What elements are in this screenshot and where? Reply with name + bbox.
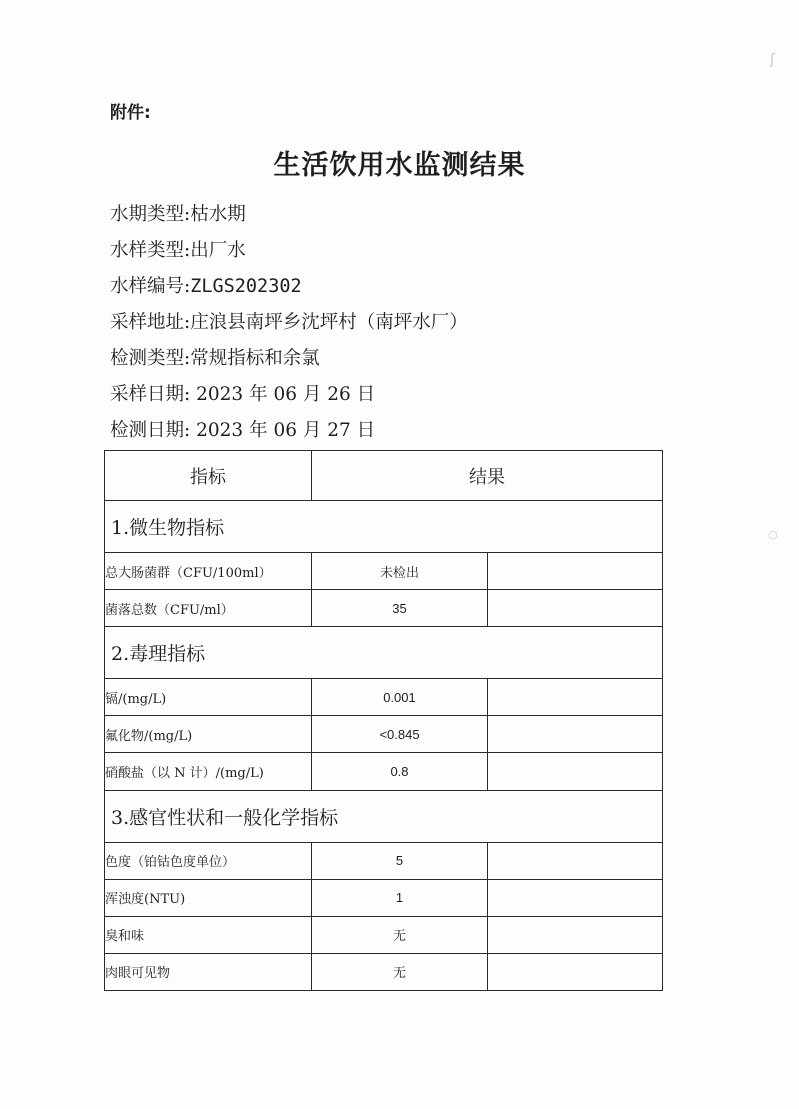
result-cell: 0.8 [312,753,488,790]
table-row [105,679,663,716]
section-row [105,790,663,842]
empty-cell [488,679,663,716]
result-cell: 0.001 [312,679,488,716]
section-title-toxicology: 2.毒理指标 [105,627,663,679]
sampling-address-line [110,305,468,341]
section-row [105,501,663,553]
result-cell: 1 [312,879,488,916]
test-type-line [110,341,468,377]
sample-type-value: 出厂水 [190,240,246,261]
table-row [105,879,663,916]
result-cell: 未检出 [312,553,488,590]
water-period-line [110,197,468,233]
page-title: 生活饮用水监测结果 [273,150,526,181]
empty-cell [488,590,663,627]
sample-info [110,197,468,449]
empty-cell [488,553,663,590]
section-title-microbiology: 1.微生物指标 [105,501,663,553]
table-row [105,916,663,953]
test-date-line [110,413,468,449]
table-row [105,716,663,753]
empty-cell [488,879,663,916]
table-row [105,590,663,627]
result-cell: 无 [312,916,488,953]
section-row [105,627,663,679]
sampling-address-value: 庄浪县南坪乡沈坪村（南坪水厂） [190,312,468,333]
test-type-label: 检测类型: [110,348,191,369]
scan-mark: ʃ [770,52,775,68]
indicator-cell: 总大肠菌群（CFU/100ml） [105,553,312,590]
test-date-value: 2023 年 06 月 27 日 [190,420,376,441]
table-row [105,753,663,790]
empty-cell [488,753,663,790]
indicator-cell: 肉眼可见物 [105,953,312,990]
table-row [105,842,663,879]
result-cell: <0.845 [312,716,488,753]
result-cell: 35 [312,590,488,627]
result-cell: 无 [312,953,488,990]
sampling-date-value: 2023 年 06 月 26 日 [190,384,376,405]
table-header-row [105,451,663,501]
indicator-cell: 色度（铂钴色度单位） [105,842,312,879]
indicator-header: 指标 [105,451,312,501]
sampling-date-line [110,377,468,413]
sample-id-line [110,269,468,305]
indicator-cell: 镉/(mg/L) [105,679,312,716]
indicator-cell: 臭和味 [105,916,312,953]
test-type-value: 常规指标和余氯 [190,348,320,369]
sampling-address-label: 采样地址: [110,312,191,333]
table-row [105,953,663,990]
empty-cell [488,716,663,753]
sample-id-label: 水样编号: [110,276,191,297]
sampling-date-label: 采样日期: [110,384,191,405]
section-title-sensory: 3.感官性状和一般化学指标 [105,790,663,842]
indicator-cell: 浑浊度(NTU) [105,879,312,916]
attachment-label: 附件: [110,103,151,123]
result-cell: 5 [312,842,488,879]
empty-cell [488,842,663,879]
water-period-value: 枯水期 [190,204,246,225]
sample-type-line [110,233,468,269]
empty-cell [488,916,663,953]
test-date-label: 检测日期: [110,420,191,441]
result-header: 结果 [312,451,663,501]
water-period-label: 水期类型: [110,204,191,225]
indicator-cell: 菌落总数（CFU/ml） [105,590,312,627]
table-row [105,553,663,590]
indicator-cell: 硝酸盐（以 N 计）/(mg/L) [105,753,312,790]
empty-cell [488,953,663,990]
sample-id-value: ZLGS202302 [190,276,302,297]
scan-mark: ○ [768,528,778,541]
indicator-cell: 氟化物/(mg/L) [105,716,312,753]
sample-type-label: 水样类型: [110,240,191,261]
results-table [104,450,663,991]
